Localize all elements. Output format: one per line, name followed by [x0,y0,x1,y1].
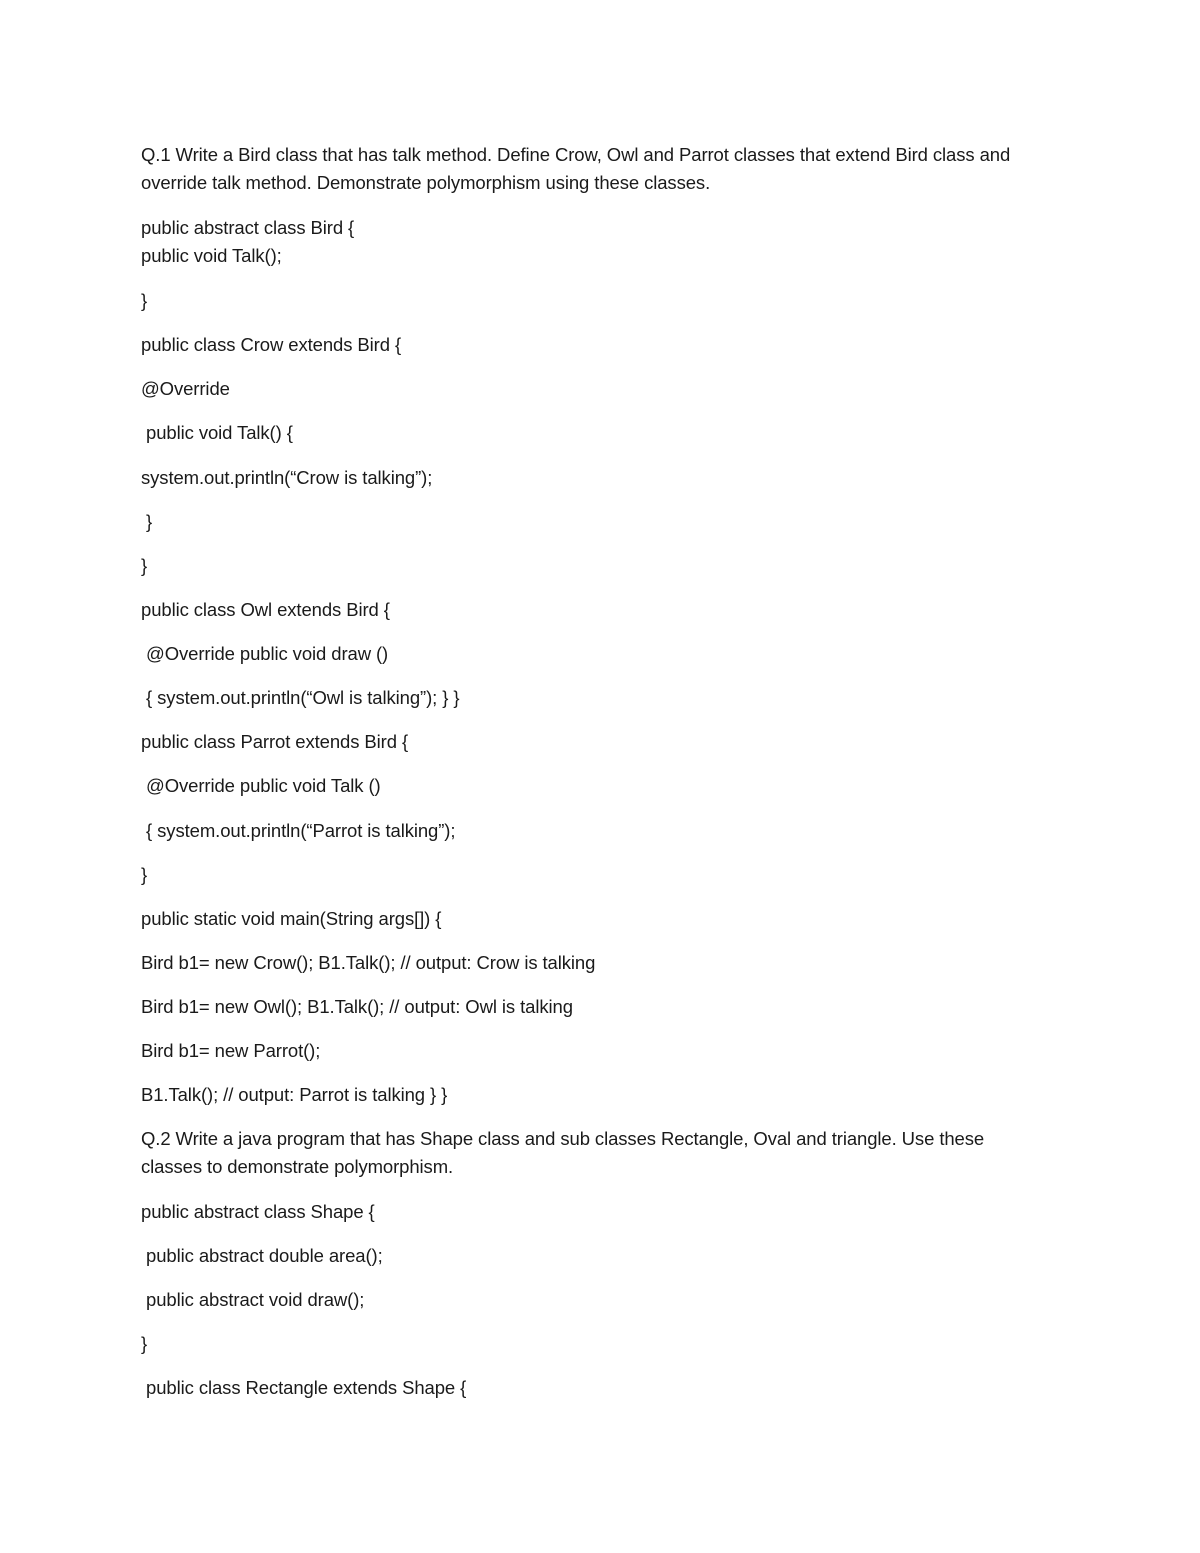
code-line: @Override public void draw () [141,643,389,664]
code-line: } [141,1333,148,1354]
question-2: Q.2 Write a java program that has Shape class and sub classes Rectangle, Oval and triangle. Use these classes to demonstrate polymorphism. [141,1128,985,1177]
question-1: Q.1 Write a Bird class that has talk method. Define Crow, Owl and Parrot classes that extend Bird class and override talk method. Demonstrate polymorphism using these classes. [141,144,1011,193]
code-line: } [141,864,148,885]
code-line: system.out.println(“Crow is talking”); [141,467,433,488]
code-line: Bird b1= new Owl(); B1.Talk(); // output: Owl is talking [141,996,573,1017]
code-line: Bird b1= new Parrot(); [141,1040,321,1061]
code-line: public abstract class Bird { [141,217,355,238]
code-line: public abstract double area(); [141,1245,383,1266]
code-line: public class Rectangle extends Shape { [141,1377,467,1398]
code-line: { system.out.println(“Owl is talking”); } } [141,687,460,708]
code-line: public class Parrot extends Bird { [141,731,409,752]
code-line: @Override public void Talk () [141,775,381,796]
code-line: public void Talk(); [141,245,282,266]
code-line: } [141,290,148,311]
code-line: } [141,511,153,532]
code-line: Bird b1= new Crow(); B1.Talk(); // output: Crow is talking [141,952,596,973]
code-line: public abstract class Shape { [141,1201,375,1222]
code-line: B1.Talk(); // output: Parrot is talking } } [141,1084,448,1105]
code-line: } [141,555,148,576]
code-line: public void Talk() { [141,422,293,443]
code-line: public class Crow extends Bird { [141,334,402,355]
code-line: public abstract void draw(); [141,1289,365,1310]
code-line: public class Owl extends Bird { [141,599,390,620]
code-line: public static void main(String args[]) { [141,908,442,929]
code-line: @Override [141,378,230,399]
code-line: { system.out.println(“Parrot is talking”); [141,820,456,841]
